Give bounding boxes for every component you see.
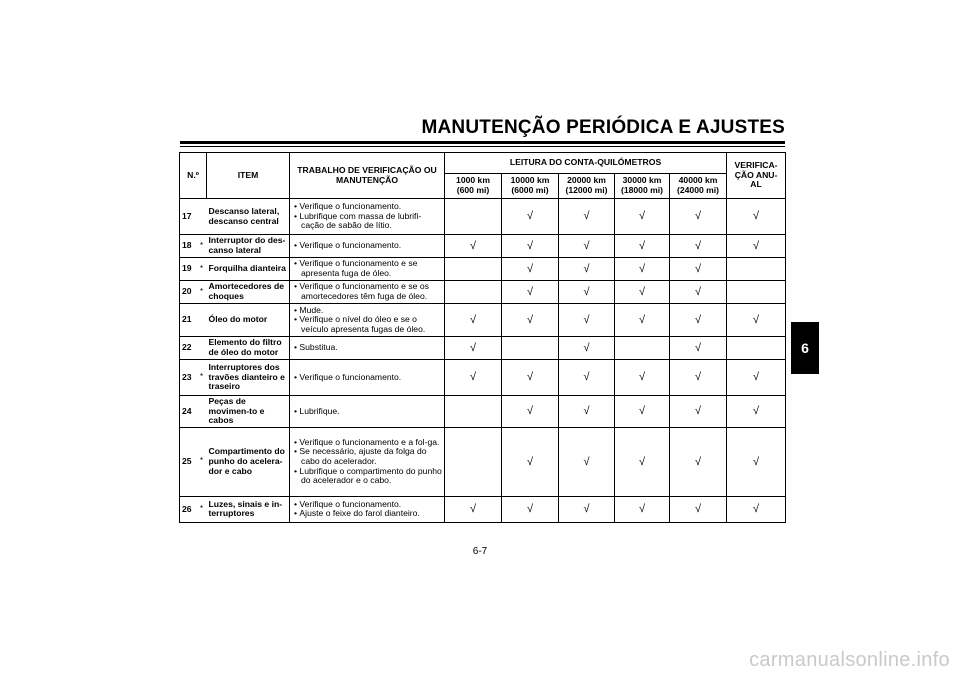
interval-check-mark: √ xyxy=(559,427,615,496)
interval-check-mark: √ xyxy=(445,496,502,522)
interval-check-mark: √ xyxy=(502,427,559,496)
interval-check-mark: √ xyxy=(445,235,502,258)
header-interval: 30000 km (18000 mi) xyxy=(615,174,670,199)
table-row xyxy=(180,199,786,235)
interval-check-mark: √ xyxy=(502,235,559,258)
task-item: • Lubrifique o compartimento do punho do acelerador e o cabo. xyxy=(292,467,442,486)
interval-check-mark: √ xyxy=(670,360,727,396)
interval-check-mark: √ xyxy=(559,360,615,396)
annual-check-mark: √ xyxy=(727,427,786,496)
task-list xyxy=(292,202,442,231)
table-row xyxy=(180,304,786,337)
row-number: 18 xyxy=(180,235,197,258)
interval-check-mark: √ xyxy=(670,235,727,258)
header-interval: 20000 km (12000 mi) xyxy=(559,174,615,199)
task-cell xyxy=(290,258,445,281)
interval-check-mark xyxy=(445,281,502,304)
table-row xyxy=(180,281,786,304)
item-name: Compartimento do punho do acelera-dor e cabo xyxy=(207,427,290,496)
table-row xyxy=(180,396,786,428)
task-item: • Verifique o funcionamento. xyxy=(292,241,442,251)
annual-check-mark: √ xyxy=(727,304,786,337)
interval-check-mark: √ xyxy=(502,496,559,522)
table-row xyxy=(180,360,786,396)
table-row xyxy=(180,427,786,496)
task-item: • Mude. xyxy=(292,306,442,316)
dealer-service-mark: * xyxy=(197,258,207,281)
table-row xyxy=(180,496,786,522)
item-name: Interruptores dos travões dianteiro e traseiro xyxy=(207,360,290,396)
row-number: 19 xyxy=(180,258,197,281)
task-list xyxy=(292,241,442,251)
task-cell xyxy=(290,360,445,396)
interval-check-mark: √ xyxy=(502,258,559,281)
task-list xyxy=(292,282,442,301)
task-cell xyxy=(290,235,445,258)
annual-check-mark: √ xyxy=(727,396,786,428)
item-name: Luzes, sinais e in-terruptores xyxy=(207,496,290,522)
row-number: 21 xyxy=(180,304,197,337)
dealer-service-mark xyxy=(197,337,207,360)
interval-check-mark: √ xyxy=(670,427,727,496)
annual-check-mark xyxy=(727,258,786,281)
interval-check-mark xyxy=(445,396,502,428)
row-number: 24 xyxy=(180,396,197,428)
task-item: • Ajuste o feixe do farol dianteiro. xyxy=(292,509,442,519)
item-name: Elemento do filtro de óleo do motor xyxy=(207,337,290,360)
header-task: TRABALHO DE VERIFICAÇÃO OU MANUTENÇÃO xyxy=(290,153,445,199)
task-cell xyxy=(290,337,445,360)
task-list xyxy=(292,343,442,353)
interval-check-mark: √ xyxy=(559,496,615,522)
interval-check-mark: √ xyxy=(670,199,727,235)
task-item: • Verifique o funcionamento e se apresenta fuga de óleo. xyxy=(292,259,442,278)
interval-check-mark: √ xyxy=(615,258,670,281)
header-odometer: LEITURA DO CONTA-QUILÓMETROS xyxy=(445,153,727,174)
interval-check-mark: √ xyxy=(559,199,615,235)
dealer-service-mark: * xyxy=(197,427,207,496)
item-name: Peças de movimen-to e cabos xyxy=(207,396,290,428)
interval-check-mark: √ xyxy=(559,304,615,337)
interval-check-mark: √ xyxy=(502,304,559,337)
page-number: 6-7 xyxy=(472,546,488,557)
item-name: Forquilha dianteira xyxy=(207,258,290,281)
annual-check-mark: √ xyxy=(727,199,786,235)
interval-check-mark: √ xyxy=(445,360,502,396)
task-item: • Verifique o nível do óleo e se o veículo apresenta fugas de óleo. xyxy=(292,315,442,334)
task-cell xyxy=(290,304,445,337)
interval-check-mark: √ xyxy=(670,304,727,337)
header-interval: 1000 km (600 mi) xyxy=(445,174,502,199)
title-rule-thick xyxy=(180,141,785,144)
item-name: Óleo do motor xyxy=(207,304,290,337)
task-item: • Lubrifique. xyxy=(292,407,442,417)
interval-check-mark: √ xyxy=(615,496,670,522)
dealer-service-mark: * xyxy=(197,281,207,304)
dealer-service-mark: * xyxy=(197,496,207,522)
interval-check-mark: √ xyxy=(559,396,615,428)
header-item: ITEM xyxy=(207,153,290,199)
row-number: 23 xyxy=(180,360,197,396)
interval-check-mark: √ xyxy=(445,304,502,337)
dealer-service-mark: * xyxy=(197,360,207,396)
task-list xyxy=(292,373,442,383)
interval-check-mark: √ xyxy=(615,281,670,304)
title-rule-thin xyxy=(180,146,785,147)
item-name: Amortecedores de choques xyxy=(207,281,290,304)
task-item: • Lubrifique com massa de lubrifi-cação de sabão de lítio. xyxy=(292,212,442,231)
interval-check-mark: √ xyxy=(559,281,615,304)
maintenance-table xyxy=(179,152,786,523)
task-cell xyxy=(290,281,445,304)
table-row xyxy=(180,258,786,281)
row-number: 20 xyxy=(180,281,197,304)
interval-check-mark: √ xyxy=(615,396,670,428)
header-number: N.º xyxy=(180,153,207,199)
annual-check-mark: √ xyxy=(727,235,786,258)
interval-check-mark: √ xyxy=(502,396,559,428)
interval-check-mark xyxy=(445,427,502,496)
interval-check-mark: √ xyxy=(670,337,727,360)
interval-check-mark: √ xyxy=(615,235,670,258)
task-item: • Verifique o funcionamento. xyxy=(292,500,442,510)
row-number: 26 xyxy=(180,496,197,522)
chapter-tab-label: 6 xyxy=(801,340,809,356)
annual-check-mark: √ xyxy=(727,360,786,396)
interval-check-mark: √ xyxy=(615,360,670,396)
task-cell xyxy=(290,199,445,235)
task-item: • Verifique o funcionamento e a fol-ga. xyxy=(292,438,442,448)
task-item: • Substitua. xyxy=(292,343,442,353)
annual-check-mark xyxy=(727,337,786,360)
interval-check-mark: √ xyxy=(615,304,670,337)
task-list xyxy=(292,500,442,519)
task-list xyxy=(292,259,442,278)
interval-check-mark: √ xyxy=(445,337,502,360)
task-cell xyxy=(290,396,445,428)
page-title: MANUTENÇÃO PERIÓDICA E AJUSTES xyxy=(421,117,785,138)
header-interval: 10000 km (6000 mi) xyxy=(502,174,559,199)
dealer-service-mark xyxy=(197,199,207,235)
header-annual-check: VERIFICA-ÇÃO ANU-AL xyxy=(727,153,786,199)
row-number: 17 xyxy=(180,199,197,235)
annual-check-mark: √ xyxy=(727,496,786,522)
task-item: • Se necessário, ajuste da folga do cabo do acelerador. xyxy=(292,447,442,466)
interval-check-mark xyxy=(502,337,559,360)
header-interval: 40000 km (24000 mi) xyxy=(670,174,727,199)
task-item: • Verifique o funcionamento. xyxy=(292,202,442,212)
interval-check-mark: √ xyxy=(502,360,559,396)
interval-check-mark: √ xyxy=(670,281,727,304)
interval-check-mark: √ xyxy=(502,199,559,235)
interval-check-mark: √ xyxy=(559,258,615,281)
interval-check-mark: √ xyxy=(502,281,559,304)
watermark: carmanualsonline.info xyxy=(749,649,950,671)
interval-check-mark xyxy=(445,258,502,281)
interval-check-mark xyxy=(615,337,670,360)
task-item: • Verifique o funcionamento. xyxy=(292,373,442,383)
row-number: 22 xyxy=(180,337,197,360)
task-list xyxy=(292,407,442,417)
annual-check-mark xyxy=(727,281,786,304)
interval-check-mark: √ xyxy=(670,496,727,522)
task-cell xyxy=(290,496,445,522)
interval-check-mark: √ xyxy=(670,258,727,281)
item-name: Interruptor do des-canso lateral xyxy=(207,235,290,258)
dealer-service-mark xyxy=(197,304,207,337)
interval-check-mark xyxy=(445,199,502,235)
table-row xyxy=(180,337,786,360)
interval-check-mark: √ xyxy=(559,337,615,360)
task-list xyxy=(292,306,442,335)
interval-check-mark: √ xyxy=(670,396,727,428)
dealer-service-mark: * xyxy=(197,235,207,258)
task-item: • Verifique o funcionamento e se os amortecedores têm fuga de óleo. xyxy=(292,282,442,301)
interval-check-mark: √ xyxy=(559,235,615,258)
item-name: Descanso lateral, descanso central xyxy=(207,199,290,235)
chapter-tab xyxy=(791,322,819,374)
row-number: 25 xyxy=(180,427,197,496)
interval-check-mark: √ xyxy=(615,199,670,235)
interval-check-mark: √ xyxy=(615,427,670,496)
dealer-service-mark xyxy=(197,396,207,428)
task-list xyxy=(292,438,442,486)
task-cell xyxy=(290,427,445,496)
table-row xyxy=(180,235,786,258)
